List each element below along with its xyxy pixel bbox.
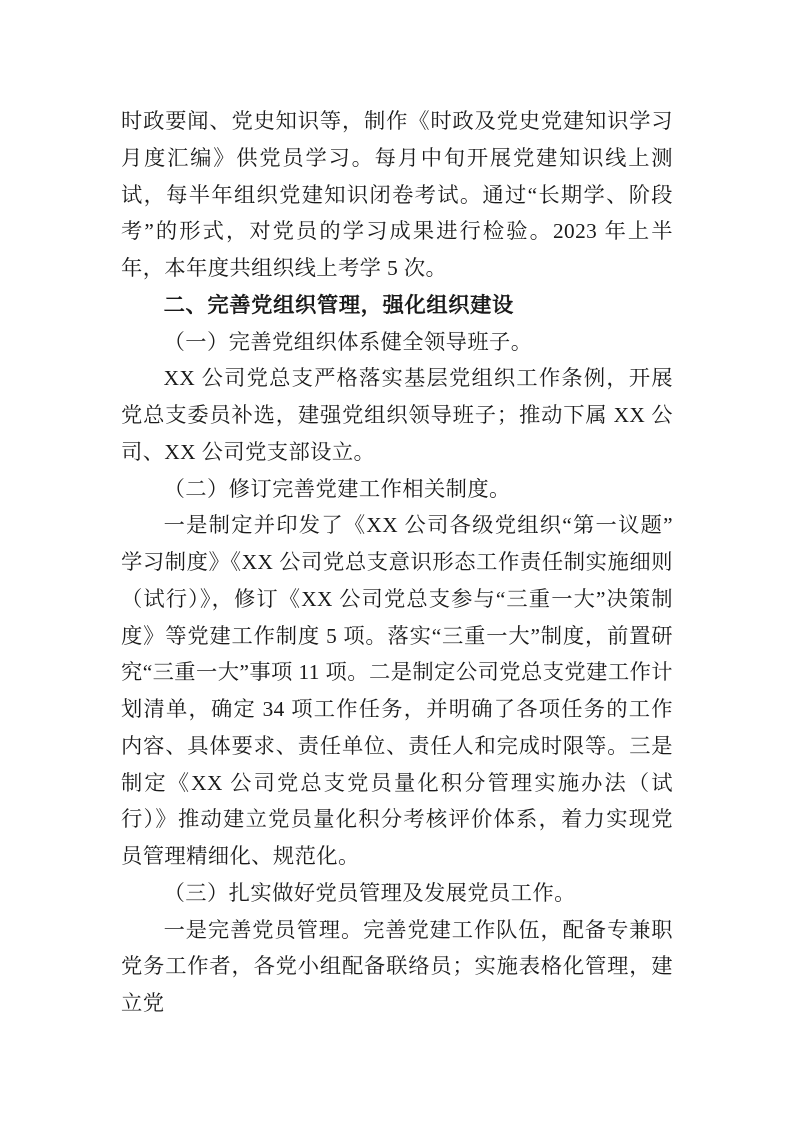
sub-heading-2-3: （三）扎实做好党员管理及发展党员工作。 bbox=[163, 880, 576, 905]
document-text-block bbox=[121, 103, 673, 1022]
paragraph-body: 一是制定并印发了《XX 公司各级党组织“第一议题”学习制度》《XX 公司党总支意识形态工作责任制实施细则（试行）》，修订《XX 公司党总支参与“三重一大”决策制度》等党建工作制度 5 项。落实“三重一大”制度，前置研究“三重一大”事项 11 项。二是制定公司党总支党建工作计划清单，确定 34 项工作任务，并明确了各项任务的工作内容、具体要求、责任单位、责任人和完成时限等。三是制定《XX 公司党总支党员量化积分管理实施办法（试行）》推动建立党员量化积分考核评价体系，着力实现党员管理精细化、规范化。 bbox=[121, 513, 673, 868]
sub-heading-2-2: （二）修订完善党建工作相关制度。 bbox=[163, 476, 511, 501]
paragraph-body-continued: 时政要闻、党史知识等，制作《时政及党史党建知识学习月度汇编》供党员学习。每月中旬开展党建知识线上测试，每半年组织党建知识闭卷考试。通过“长期学、阶段考”的形式，对党员的学习成果进行检验。2023 年上半年，本年度共组织线上考学 5 次。 bbox=[121, 109, 673, 280]
paragraph-body: XX 公司党总支严格落实基层党组织工作条例，开展党总支委员补选，建强党组织领导班子；推动下属 XX 公司、XX 公司党支部设立。 bbox=[121, 366, 673, 464]
section-heading-2: 二、完善党组织管理，强化组织建设 bbox=[163, 292, 514, 317]
paragraph-body-continues-next-page: 一是完善党员管理。完善党建工作队伍，配备专兼职党务工作者，各党小组配备联络员；实施表格化管理，建立党 bbox=[121, 917, 673, 1015]
sub-heading-2-1: （一）完善党组织体系健全领导班子。 bbox=[163, 329, 533, 354]
